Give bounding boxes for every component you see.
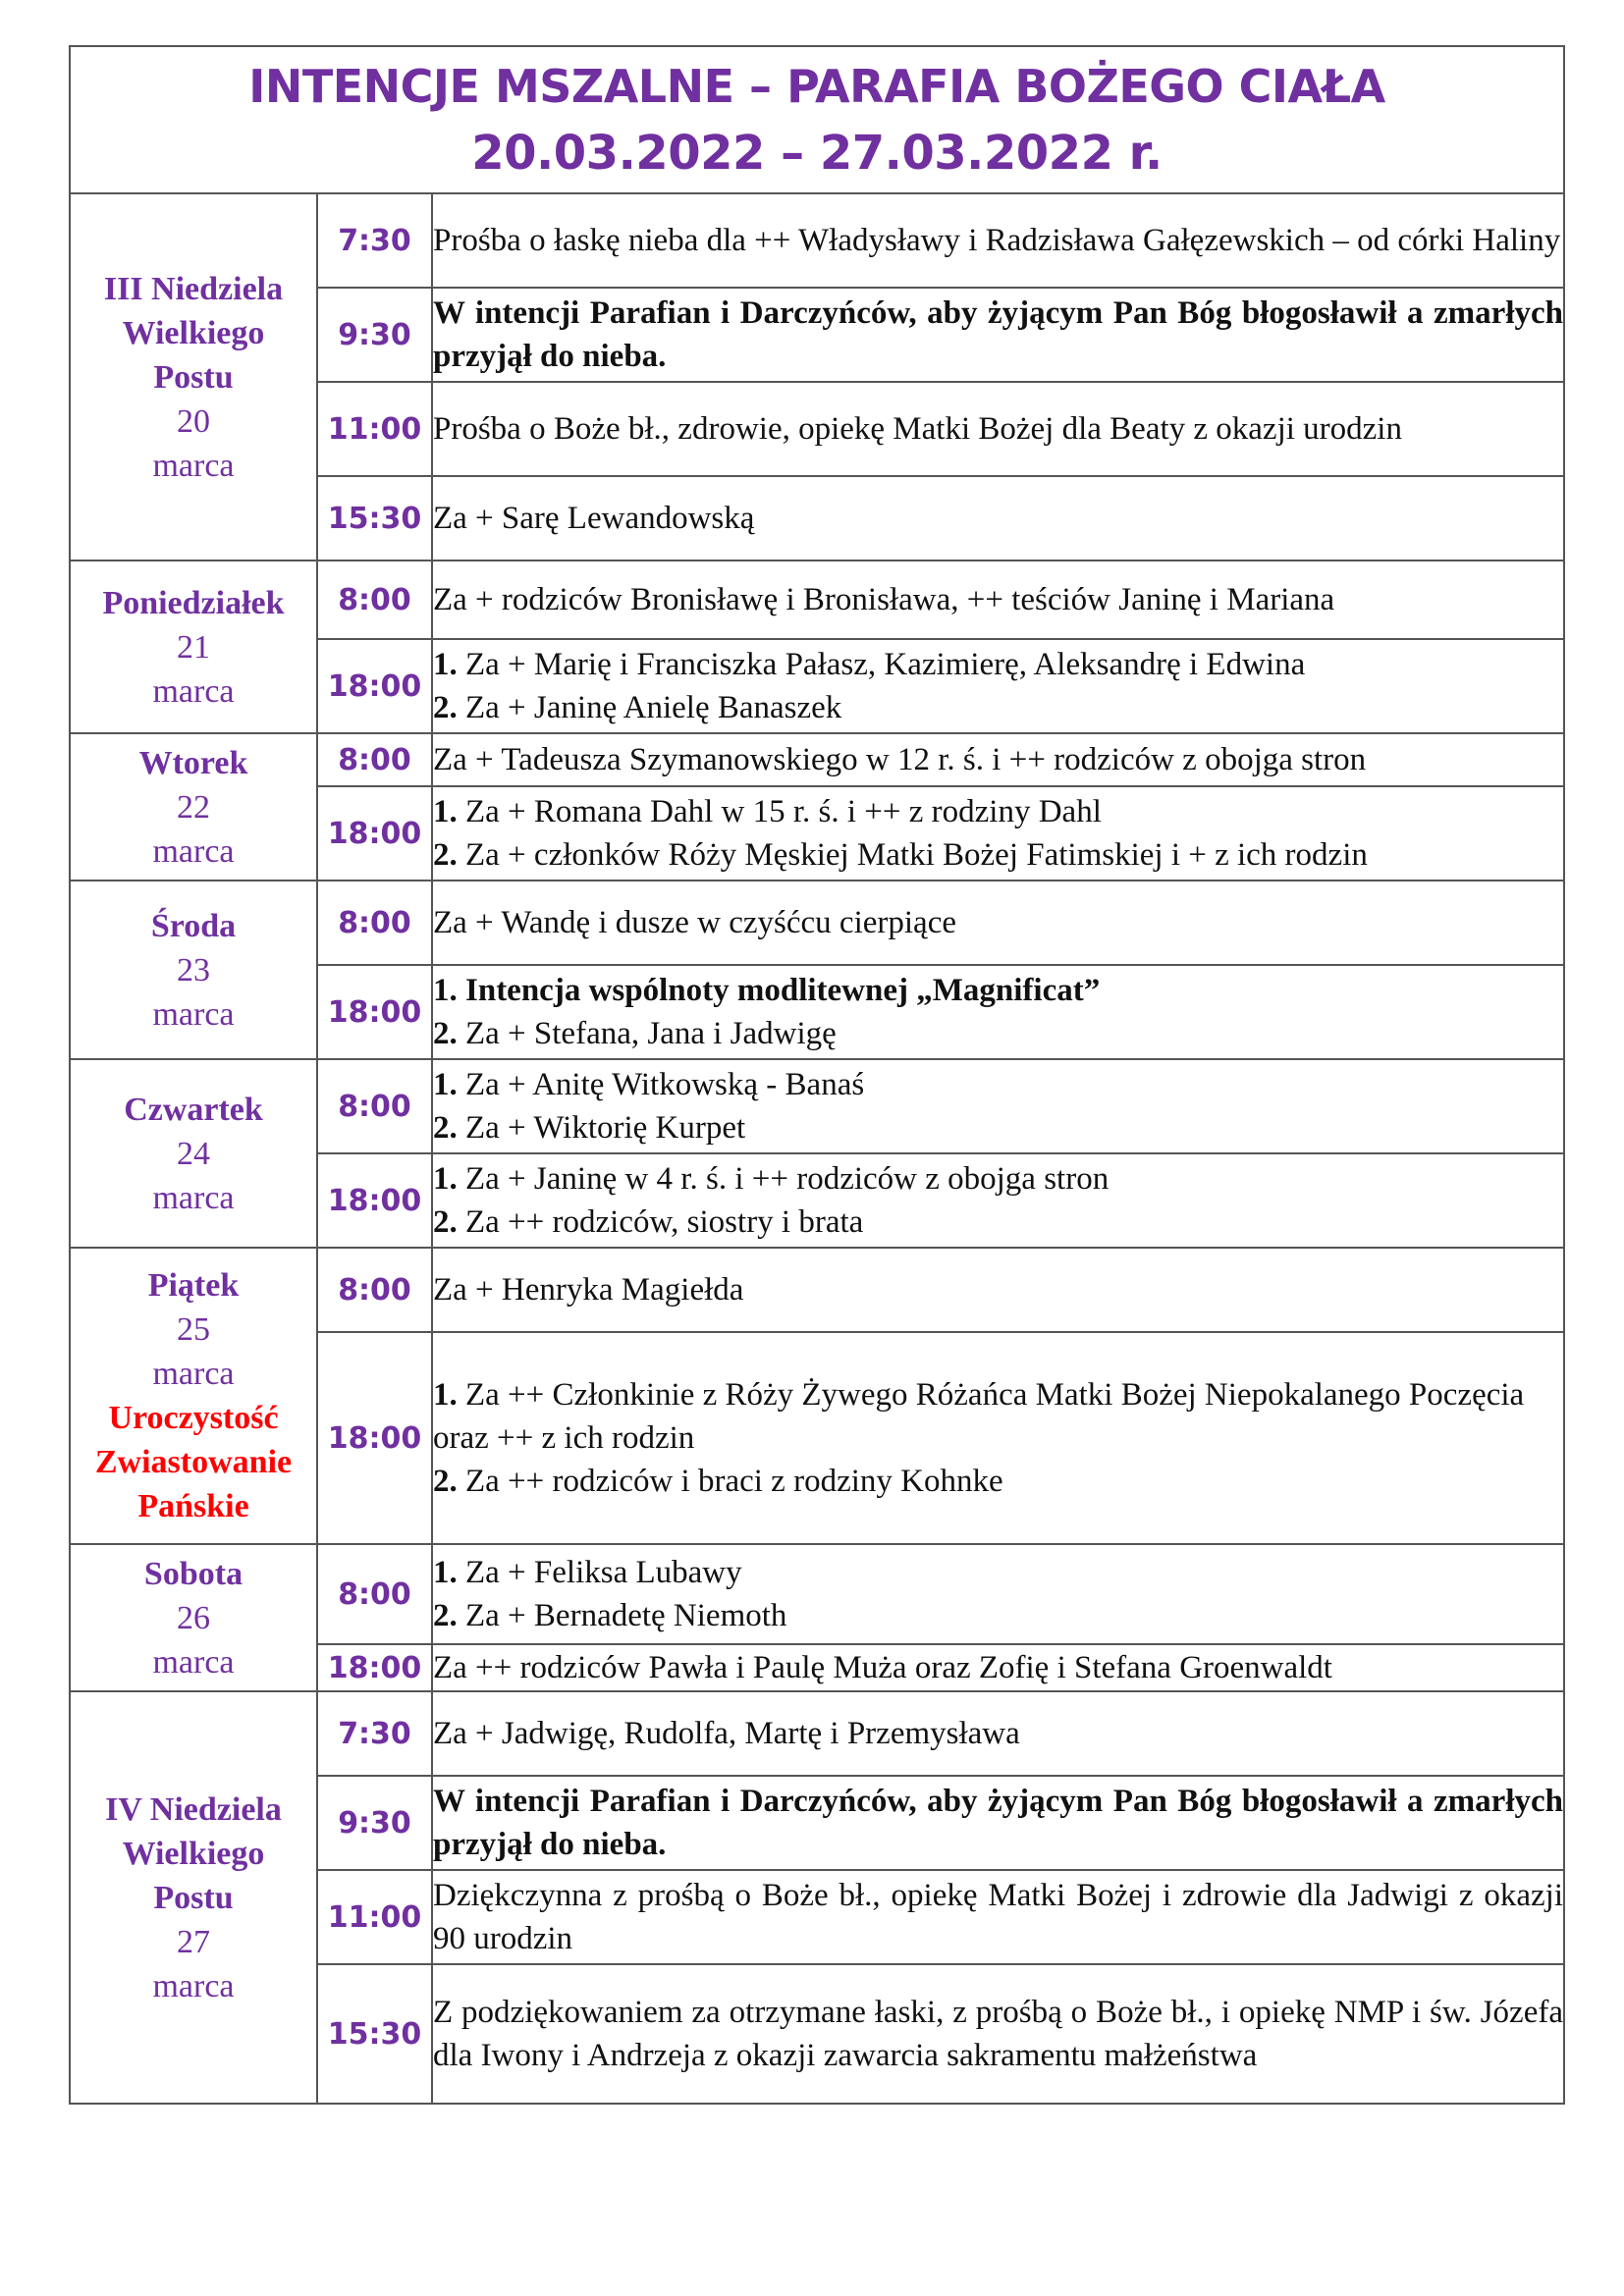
intention-number: 1. — [433, 1377, 458, 1413]
mass-intention — [432, 1691, 1564, 1776]
mass-time: 8:00 — [317, 561, 432, 639]
intention-item — [433, 686, 1563, 729]
day-cell — [70, 881, 317, 1059]
intention-text: Z podziękowaniem za otrzymane łaski, z prośbą o Boże bł., i opiekę NMP i św. Józefa dla Iwony i Andrzeja z okazji zawarcia sakramentu małżeństwa — [433, 1995, 1563, 2073]
intention-text: Za ++ rodziców i braci z rodziny Kohnke — [465, 1464, 1003, 1499]
mass-row — [70, 193, 1564, 288]
intention-number: 2. — [433, 1598, 458, 1633]
intention-text: Za + Jadwigę, Rudolfa, Martę i Przemysława — [433, 1716, 1020, 1751]
day-month: marca — [152, 832, 235, 870]
mass-time: 8:00 — [317, 881, 432, 965]
mass-intention — [432, 476, 1564, 561]
intention-item — [433, 1063, 1563, 1106]
feast-line: Zwiastowanie — [94, 1444, 293, 1480]
day-date: 25 — [177, 1311, 210, 1348]
intention-text: Prośba o łaskę nieba dla ++ Władysławy i Radzisława Gałęzewskich – od córki Haliny — [433, 223, 1561, 258]
mass-intention — [432, 382, 1564, 476]
mass-row — [70, 1691, 1564, 1776]
mass-time: 11:00 — [317, 1870, 432, 1964]
day-date: 22 — [177, 788, 210, 826]
day-name-line: Sobota — [143, 1555, 244, 1592]
day-cell — [70, 1544, 317, 1691]
day-month: marca — [152, 995, 235, 1033]
intention-number: 1. — [433, 1067, 458, 1102]
intention-text: W intencji Parafian i Darczyńców, aby żyjącym Pan Bóg błogosławił a zmarłych przyjął do nieba. — [433, 1784, 1563, 1862]
intention-item — [433, 790, 1563, 833]
mass-intention — [432, 1059, 1564, 1153]
mass-time: 18:00 — [317, 965, 432, 1059]
intentions-table — [69, 45, 1565, 2105]
mass-row — [70, 881, 1564, 965]
page-title: INTENCJE MSZALNE – PARAFIA BOŻEGO CIAŁA — [248, 60, 1385, 113]
intention-text: Dziękczynna z prośbą o Boże bł., opiekę Matki Bożej i zdrowie dla Jadwigi z okazji 90 urodzin — [433, 1878, 1563, 1956]
day-name-line: Wielkiego — [122, 314, 265, 351]
day-month: marca — [152, 1356, 235, 1392]
mass-intention — [432, 288, 1564, 382]
intention-text: Za + Marię i Franciszka Pałasz, Kazimierę, Aleksandrę i Edwina — [465, 647, 1306, 682]
mass-time: 8:00 — [317, 1059, 432, 1153]
intention-number: 2. — [433, 1016, 458, 1051]
day-name-line: III Niedziela — [103, 270, 284, 307]
intention-text: Za + Tadeusza Szymanowskiego w 12 r. ś. i ++ rodziców z obojga stron — [433, 742, 1367, 777]
day-month: marca — [152, 1179, 235, 1216]
intention-item — [433, 1460, 1563, 1503]
mass-row — [70, 733, 1564, 786]
mass-row — [70, 1248, 1564, 1332]
day-cell — [70, 193, 317, 561]
mass-intention — [432, 733, 1564, 786]
mass-intention — [432, 1964, 1564, 2104]
day-cell — [70, 561, 317, 733]
mass-row — [70, 561, 1564, 639]
day-cell — [70, 1248, 317, 1544]
intention-text: Intencja wspólnoty modlitewnej „Magnificat” — [465, 973, 1101, 1008]
mass-intention — [432, 1544, 1564, 1644]
mass-row — [70, 1544, 1564, 1644]
mass-time: 18:00 — [317, 786, 432, 881]
mass-intention — [432, 881, 1564, 965]
day-date: 27 — [177, 1923, 210, 1960]
intention-item — [433, 1373, 1563, 1460]
mass-intention — [432, 786, 1564, 881]
mass-time: 8:00 — [317, 1248, 432, 1332]
mass-intention — [432, 639, 1564, 733]
intention-item — [433, 1157, 1563, 1201]
day-date: 24 — [177, 1135, 210, 1172]
day-name-line: Wielkiego — [122, 1835, 265, 1872]
day-name-line: Postu — [153, 358, 234, 396]
intention-text: Za + Wandę i dusze w czyśćcu cierpiące — [433, 905, 956, 940]
intention-text: Za + Janinę Anielę Banaszek — [465, 690, 842, 725]
intention-number: 2. — [433, 837, 458, 873]
intention-item — [433, 1106, 1563, 1149]
intention-number: 1. — [433, 973, 458, 1008]
intention-item — [433, 1594, 1563, 1637]
day-cell — [70, 1691, 317, 2104]
feast-line: Pańskie — [137, 1488, 249, 1524]
day-month: marca — [152, 1967, 235, 2004]
date-range: 20.03.2022 – 27.03.2022 r. — [471, 126, 1163, 181]
intention-text: Za + Wiktorię Kurpet — [465, 1110, 746, 1146]
intention-text: Prośba o Boże bł., zdrowie, opiekę Matki Bożej dla Beaty z okazji urodzin — [433, 411, 1402, 447]
intention-text: Za + Bernadetę Niemoth — [465, 1598, 787, 1633]
intentions-table-body — [70, 46, 1564, 2104]
intention-item — [433, 1012, 1563, 1055]
intention-text: Za ++ Członkinie z Róży Żywego Różańca Matki Bożej Niepokalanego Poczęcia oraz ++ z ich rodzin — [433, 1377, 1525, 1456]
day-name-line: Środa — [150, 907, 237, 944]
intention-item — [433, 1551, 1563, 1594]
intention-text: Za + Stefana, Jana i Jadwigę — [465, 1016, 837, 1051]
day-cell — [70, 733, 317, 881]
day-cell — [70, 1059, 317, 1248]
mass-time: 15:30 — [317, 476, 432, 561]
intention-text: Za ++ rodziców, siostry i brata — [465, 1204, 864, 1240]
mass-time: 18:00 — [317, 639, 432, 733]
header-row — [70, 46, 1564, 193]
intention-number: 1. — [433, 647, 458, 682]
intention-number: 1. — [433, 1161, 458, 1197]
mass-intention — [432, 561, 1564, 639]
mass-intention — [432, 1248, 1564, 1332]
intention-text: Za + Sarę Lewandowską — [433, 501, 755, 536]
day-month: marca — [152, 1643, 235, 1681]
title-cell — [70, 46, 1564, 193]
day-name-line: Poniedziałek — [102, 584, 285, 621]
intention-number: 2. — [433, 1110, 458, 1146]
mass-time: 8:00 — [317, 1544, 432, 1644]
intention-text: Za + Feliksa Lubawy — [465, 1555, 742, 1590]
day-date: 20 — [177, 402, 210, 440]
mass-time: 15:30 — [317, 1964, 432, 2104]
intention-text: Za + członków Róży Męskiej Matki Bożej Fatimskiej i + z ich rodzin — [465, 837, 1368, 873]
day-date: 26 — [177, 1599, 210, 1636]
intention-item — [433, 833, 1563, 877]
intention-item — [433, 643, 1563, 686]
intention-text: Za + rodziców Bronisławę i Bronisława, ++ teściów Janinę i Mariana — [433, 582, 1335, 617]
mass-time: 9:30 — [317, 288, 432, 382]
intention-number: 1. — [433, 1555, 458, 1590]
intention-number: 2. — [433, 1464, 458, 1499]
mass-intention — [432, 1153, 1564, 1248]
mass-time: 11:00 — [317, 382, 432, 476]
mass-intention — [432, 965, 1564, 1059]
day-name-line: Postu — [153, 1879, 234, 1916]
intention-number: 2. — [433, 690, 458, 725]
day-month: marca — [152, 447, 235, 484]
mass-time: 7:30 — [317, 1691, 432, 1776]
day-name-line: Wtorek — [138, 744, 248, 781]
intention-number: 1. — [433, 794, 458, 829]
mass-intention — [432, 1644, 1564, 1691]
day-date: 23 — [177, 951, 210, 988]
intention-text: Za + Romana Dahl w 15 r. ś. i ++ z rodziny Dahl — [465, 794, 1102, 829]
day-name-line: IV Niedziela — [105, 1790, 282, 1828]
intention-text: Za + Anitę Witkowską - Banaś — [465, 1067, 865, 1102]
mass-time: 8:00 — [317, 733, 432, 786]
intention-item — [433, 1201, 1563, 1244]
day-name-line: Piątek — [147, 1267, 240, 1304]
day-month: marca — [152, 672, 235, 710]
mass-intention — [432, 1332, 1564, 1544]
intention-number: 2. — [433, 1204, 458, 1240]
mass-time: 18:00 — [317, 1644, 432, 1691]
mass-intention — [432, 1776, 1564, 1870]
feast-line: Uroczystość — [108, 1400, 279, 1436]
mass-intention — [432, 1870, 1564, 1964]
day-date: 21 — [177, 628, 210, 666]
mass-time: 7:30 — [317, 193, 432, 288]
mass-time: 18:00 — [317, 1153, 432, 1248]
mass-time: 18:00 — [317, 1332, 432, 1544]
intention-text: Za + Henryka Magiełda — [433, 1272, 744, 1308]
intention-text: W intencji Parafian i Darczyńców, aby żyjącym Pan Bóg błogosławił a zmarłych przyjął do nieba. — [433, 295, 1563, 374]
intention-text: Za ++ rodziców Pawła i Paulę Muża oraz Zofię i Stefana Groenwaldt — [433, 1650, 1332, 1685]
intention-text: Za + Janinę w 4 r. ś. i ++ rodziców z obojga stron — [465, 1161, 1110, 1197]
intention-item — [433, 969, 1563, 1012]
day-name-line: Czwartek — [124, 1091, 263, 1128]
mass-row — [70, 1059, 1564, 1153]
mass-intention — [432, 193, 1564, 288]
mass-time: 9:30 — [317, 1776, 432, 1870]
